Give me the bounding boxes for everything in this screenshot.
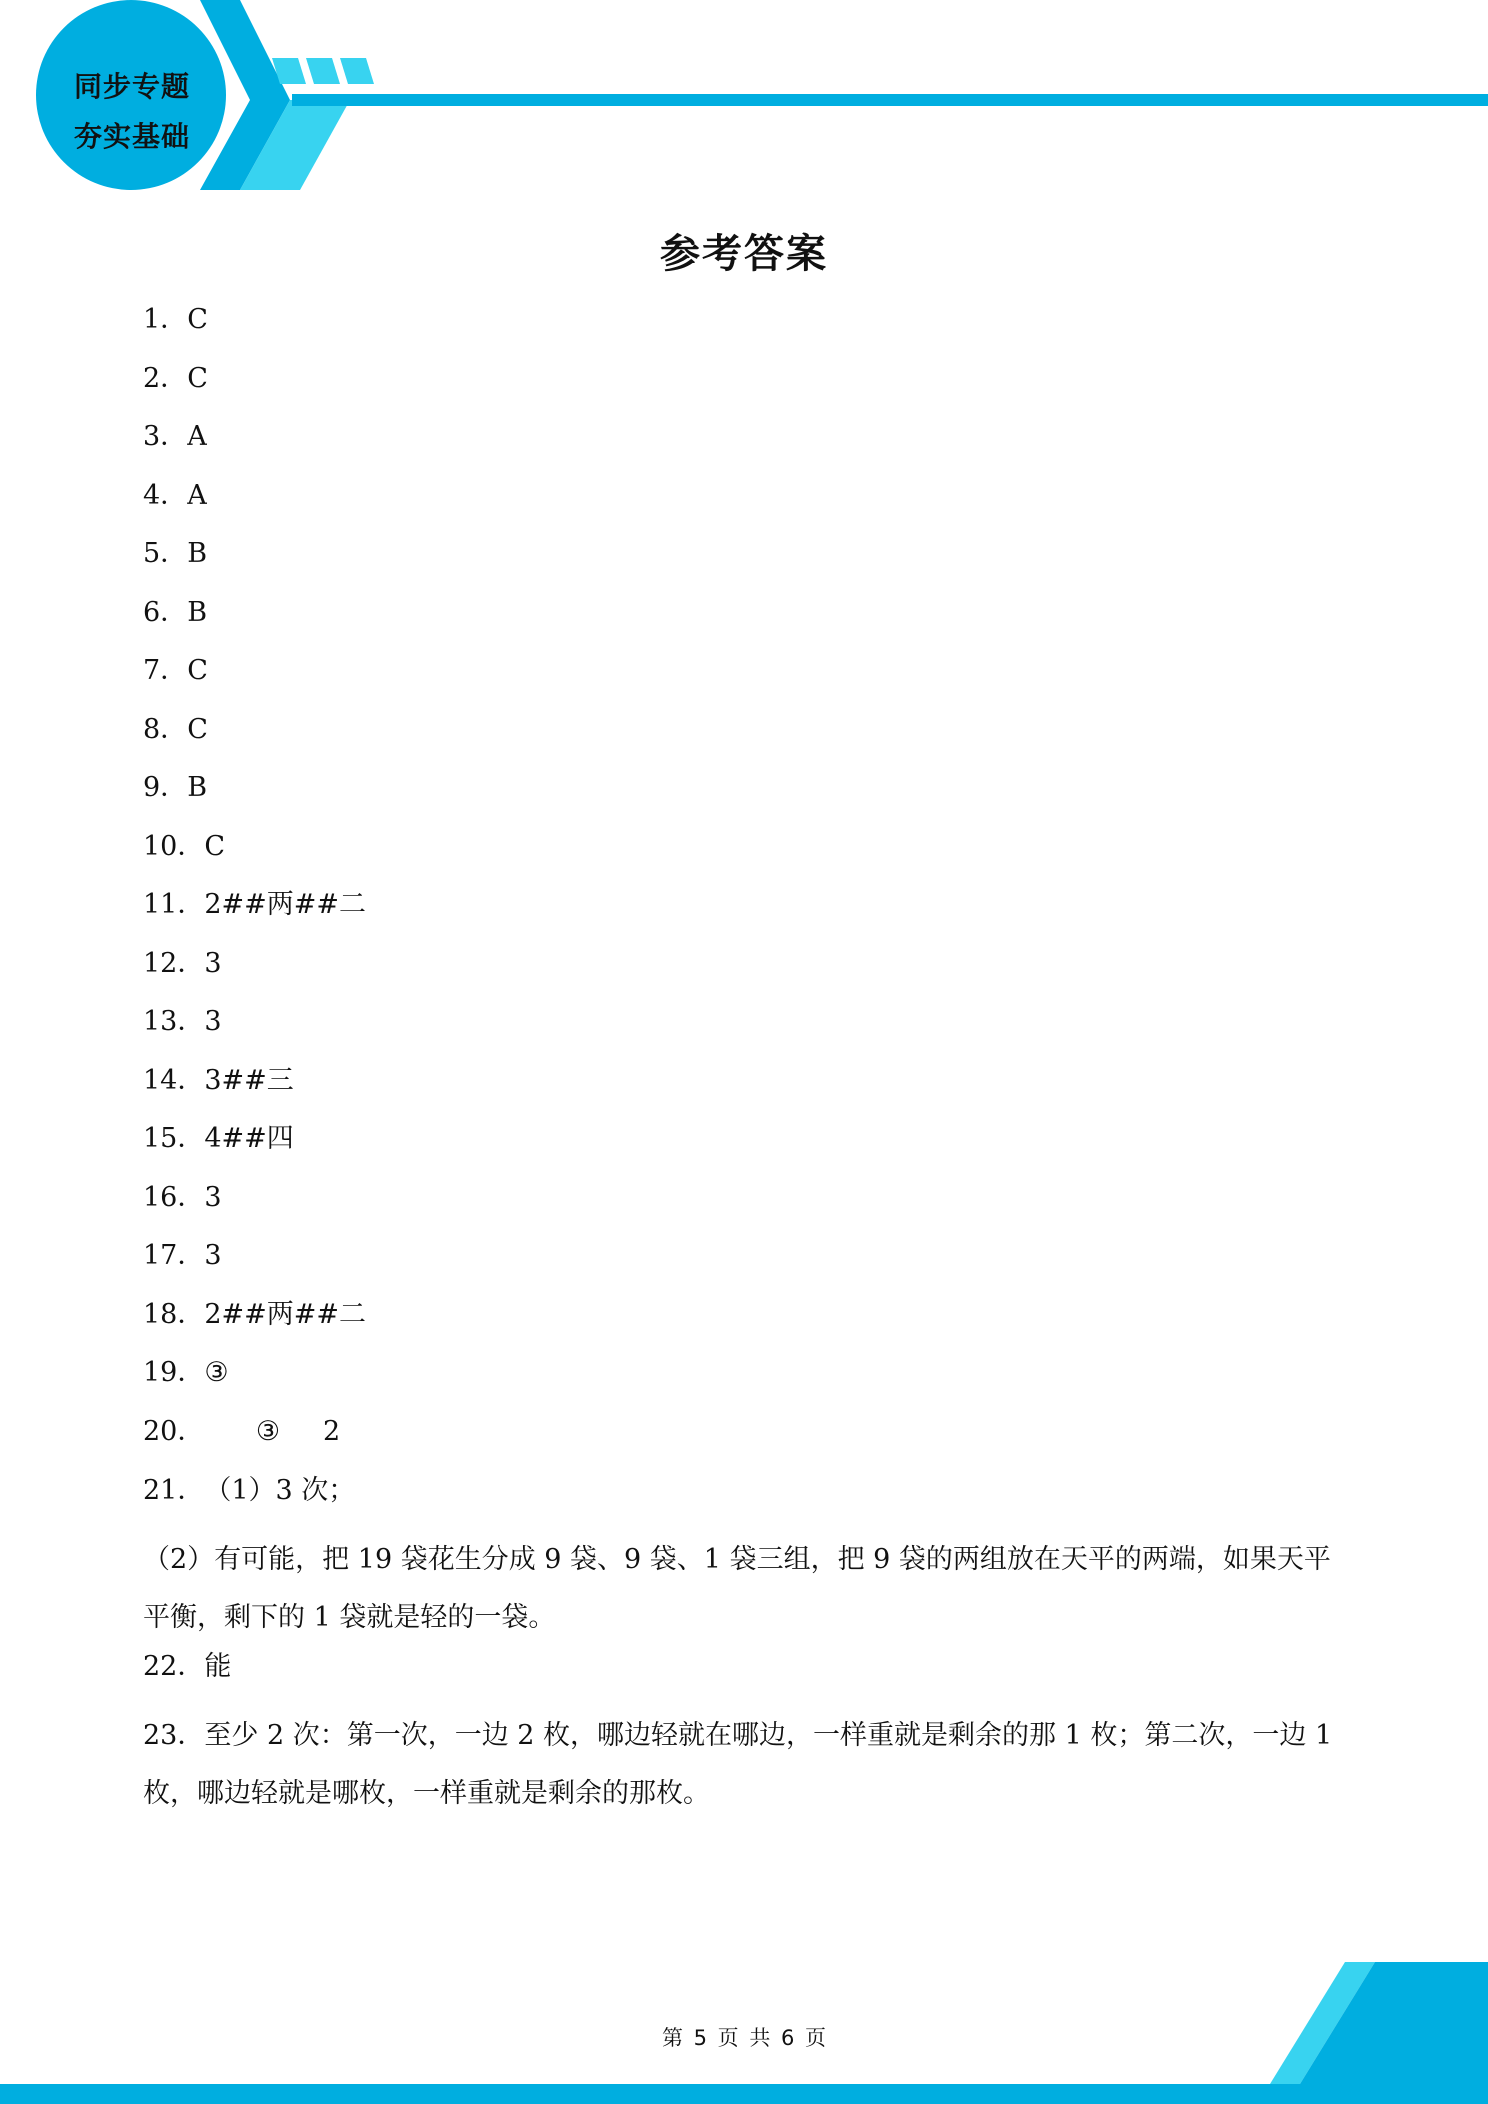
answer-text: B [187, 538, 208, 569]
answer-text: 4##四 [204, 1123, 294, 1154]
answer-row [143, 361, 208, 397]
answer-number: 6． [143, 597, 188, 628]
answer-number: 16． [143, 1182, 205, 1213]
answer-row [143, 1649, 231, 1685]
answer-row [143, 536, 207, 572]
answer-text: 3 [204, 1182, 222, 1213]
answer-row [143, 653, 208, 689]
badge-line-2: 夯实基础 [73, 120, 190, 153]
answer-number: 19． [143, 1357, 205, 1388]
answer-number: 3． [143, 421, 188, 452]
answer-number: 1． [143, 304, 188, 335]
answer-text: A [187, 421, 207, 452]
answer-text: C [187, 714, 208, 745]
answer-row [143, 302, 208, 338]
answer-number: 18． [143, 1299, 205, 1330]
answer-text: 3##三 [204, 1065, 294, 1096]
answer-text: C [204, 831, 226, 862]
answer-number: 21． [143, 1475, 205, 1506]
answer-text: C [187, 304, 208, 335]
answer-text: 2##两##二 [204, 1299, 367, 1330]
answer-row [143, 1004, 222, 1040]
header-badge [38, 34, 226, 190]
answer-row [143, 478, 207, 514]
answer-text: A [187, 480, 207, 511]
answer-text: C [187, 363, 208, 394]
answer-row [143, 1707, 1353, 1823]
answer-number: 15． [143, 1123, 205, 1154]
answer-number: 11． [143, 889, 205, 920]
answer-row [143, 712, 208, 748]
answer-text: B [187, 772, 208, 803]
answer-text: （1）3 次； [204, 1475, 356, 1506]
answer-number: 20． [143, 1416, 205, 1447]
page-title: 参考答案 [660, 230, 828, 277]
answer-number: 13． [143, 1006, 205, 1037]
answer-row [143, 946, 222, 982]
answer-text: C [187, 655, 208, 686]
answer-text: 3 [204, 948, 222, 979]
answer-text: 3 [204, 1006, 222, 1037]
header-stripe-shapes [200, 0, 1488, 190]
answer-number: 8． [143, 714, 188, 745]
answer-number: 2． [143, 363, 188, 394]
answer-row [143, 595, 207, 631]
answer-number: 5． [143, 538, 188, 569]
badge-line-1: 同步专题 [73, 70, 190, 103]
answer-row [143, 1121, 294, 1157]
answer-text: ③ [204, 1357, 229, 1388]
answer-number: 23． [143, 1720, 205, 1751]
answer-number: 17． [143, 1240, 205, 1271]
answer-text: ③ 2 [204, 1416, 341, 1447]
answer-text: 至少 2 次：第一次，一边 2 枚，哪边轻就在哪边，一样重就是剩余的那 1 枚；第二次，一边 1 枚，哪边轻就是哪枚，一样重就是剩余的那枚。 [143, 1720, 1333, 1809]
answer-number: 4． [143, 480, 188, 511]
footer-stripe [0, 2084, 1488, 2104]
answer-text: 3 [204, 1240, 222, 1271]
answer-row [143, 1473, 355, 1509]
answer-number: 9． [143, 772, 188, 803]
answer-row [143, 1531, 1353, 1647]
answer-row [143, 1180, 222, 1216]
answer-row [143, 829, 225, 865]
answer-row [143, 1063, 294, 1099]
answer-row [143, 419, 207, 455]
answer-row [143, 1355, 229, 1391]
answer-text: （2）有可能，把 19 袋花生分成 9 袋、9 袋、1 袋三组，把 9 袋的两组放在天平的两端，如果天平平衡，剩下的 1 袋就是轻的一袋。 [143, 1544, 1331, 1633]
page-number: 第 5 页 共 6 页 [661, 2026, 827, 2050]
answer-row [143, 1414, 340, 1450]
answer-number: 10． [143, 831, 205, 862]
answer-text: 能 [204, 1651, 232, 1682]
answer-row [143, 1297, 366, 1333]
answer-text: B [187, 597, 208, 628]
answer-number: 14． [143, 1065, 205, 1096]
answer-number: 22． [143, 1651, 205, 1682]
answer-row [143, 887, 366, 923]
answer-text: 2##两##二 [204, 889, 367, 920]
answer-row [143, 770, 207, 806]
answer-number: 12． [143, 948, 205, 979]
answer-row [143, 1238, 222, 1274]
answer-number: 7． [143, 655, 188, 686]
